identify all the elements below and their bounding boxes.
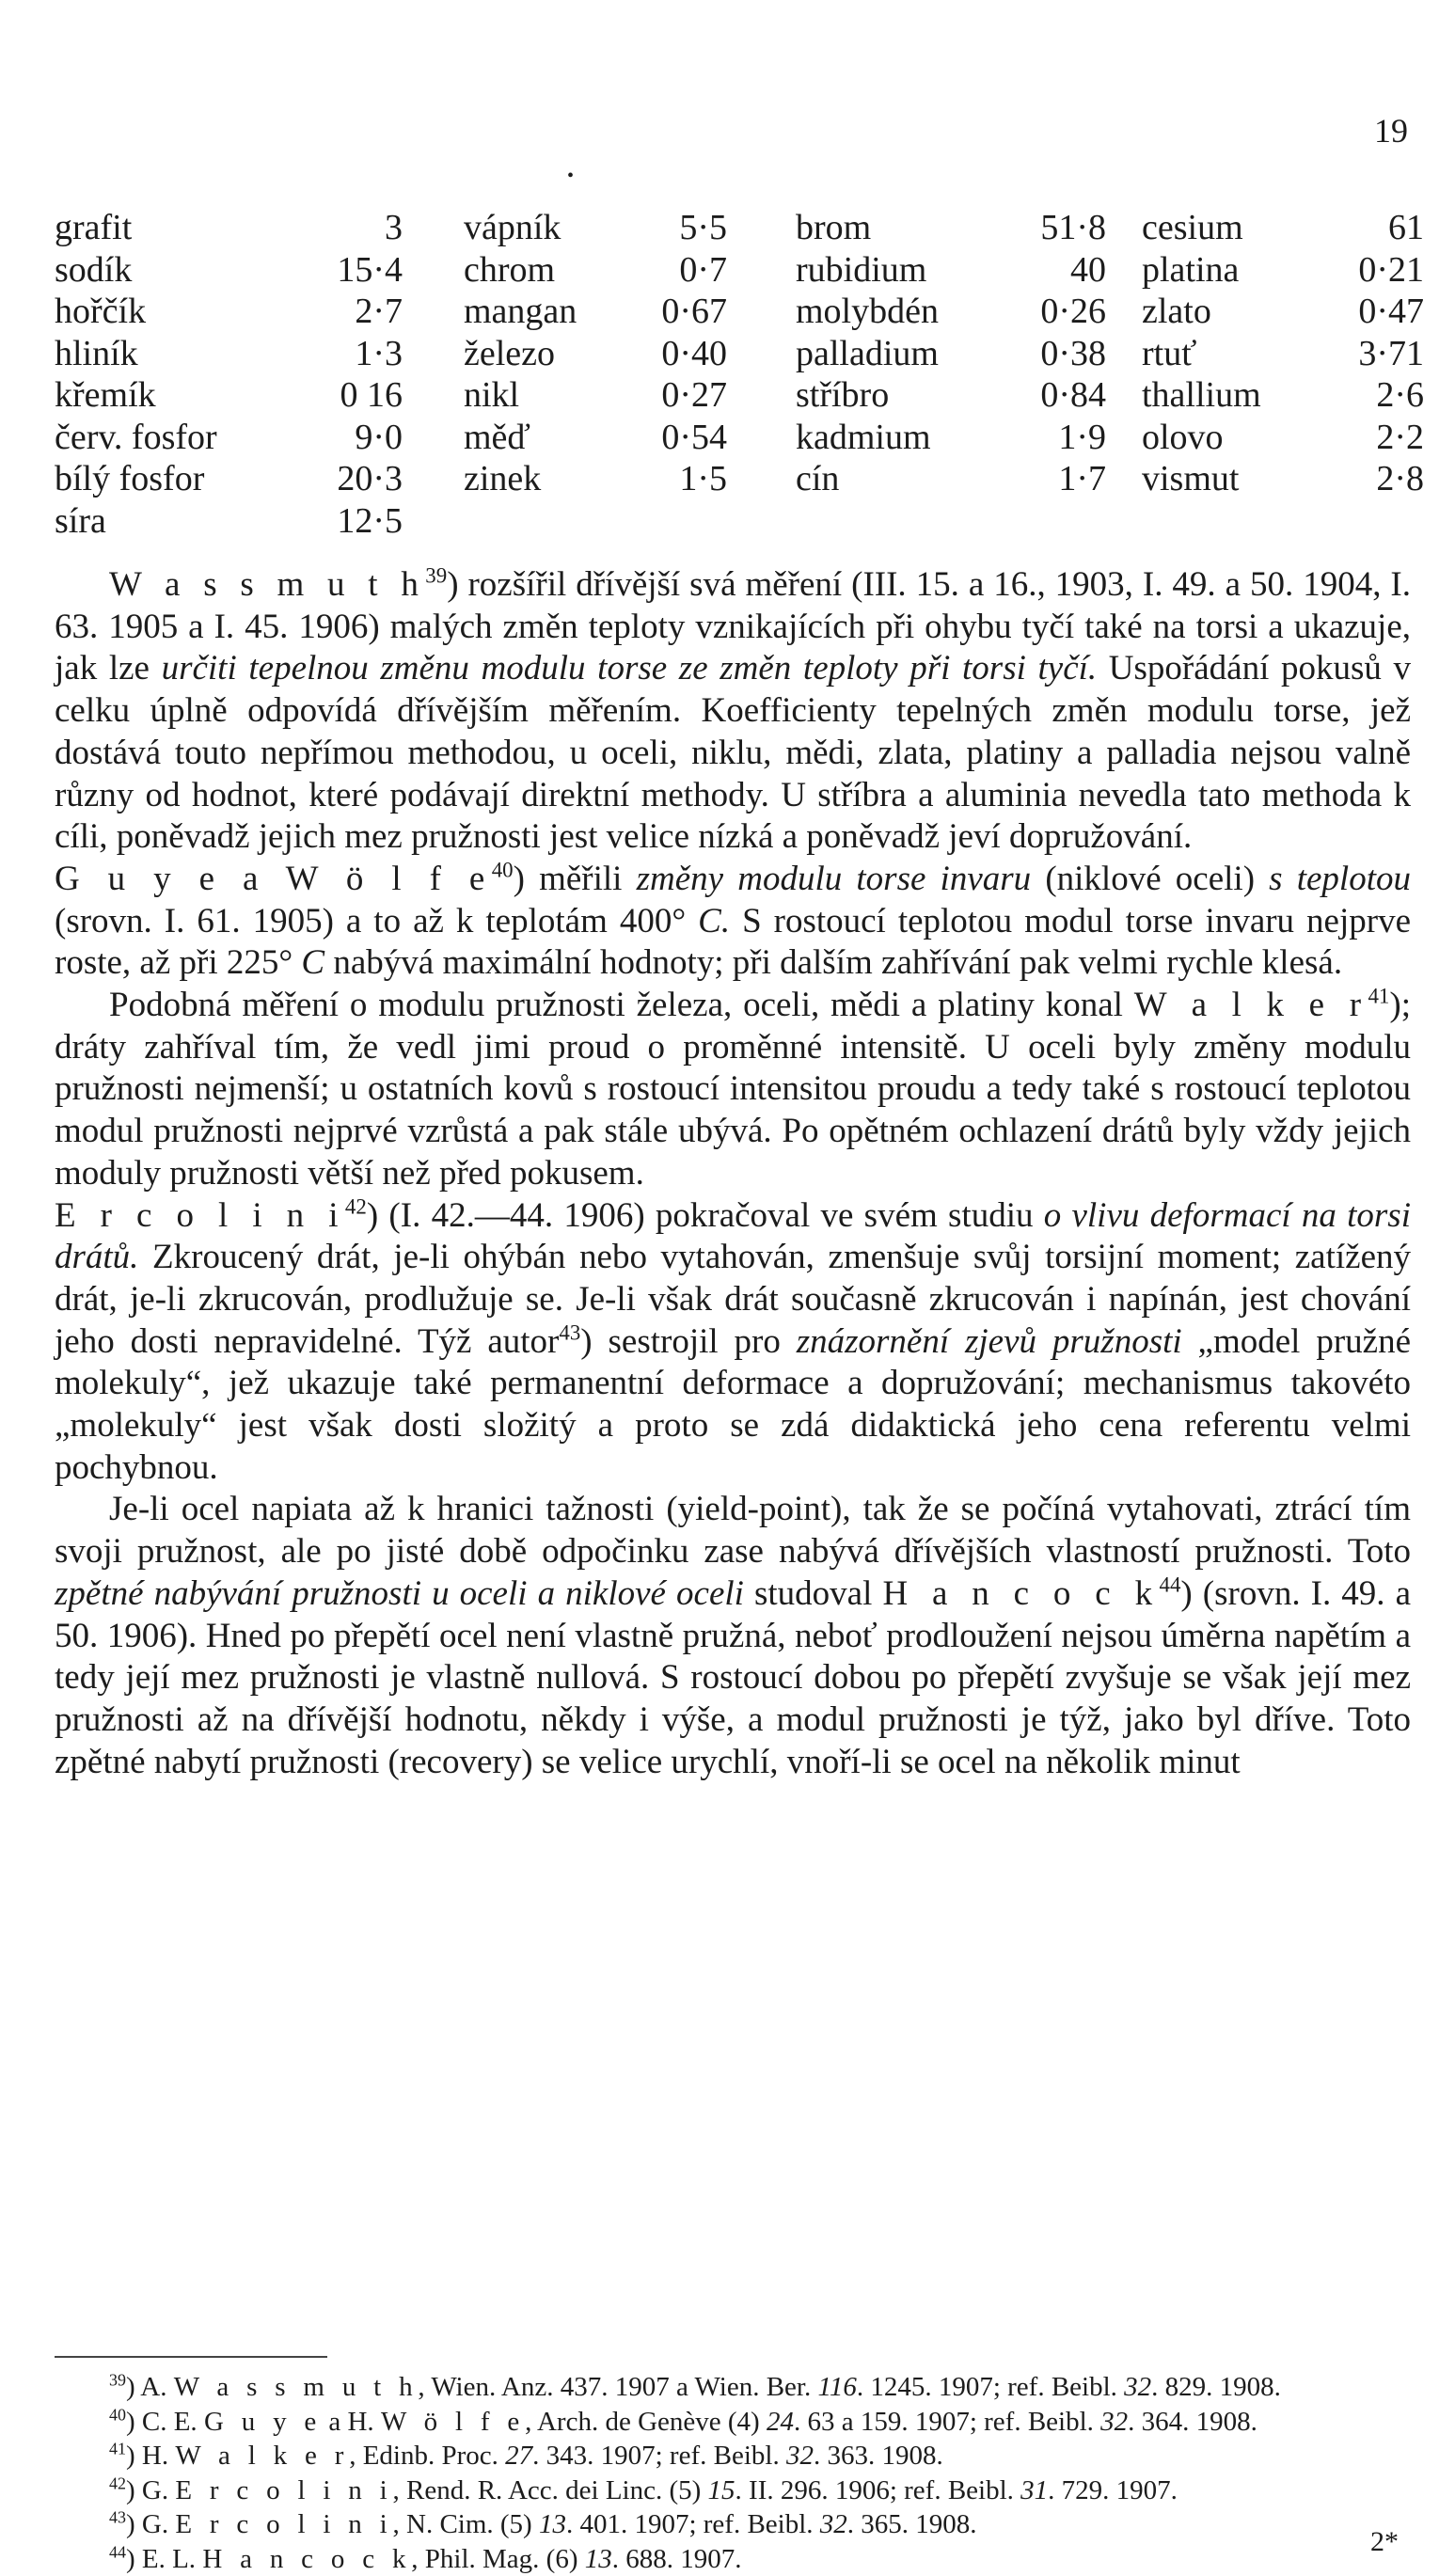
table-row (55, 291, 403, 333)
footnote (55, 2473, 1411, 2508)
footnote (55, 2542, 1411, 2576)
paragraph (55, 985, 1411, 1195)
element-name: síra (55, 500, 266, 543)
coefficient-value: 2·6 (1316, 374, 1424, 417)
table-row (55, 417, 403, 459)
footnote-ref: 43 (109, 2507, 126, 2526)
table-row (796, 333, 1106, 375)
signature-mark: 2* (1370, 2526, 1399, 2558)
table-row (55, 333, 403, 375)
text-run: ) měřili (514, 860, 637, 898)
element-name: palladium (796, 333, 998, 375)
emphasis-text: C. (698, 902, 730, 940)
table-row (55, 500, 403, 543)
text-run: , Wien. Anz. 437. 1907 a Wien. Ber. (418, 2372, 817, 2402)
text-run: „model pružné molekuly“, jež ukazuje také permanentní deformace a dopružování; mechanismus takovéto „molekuly“ jest však dosti složitý a proto se zdá didaktická jeho cena referentu velmi pochybnou. (55, 1322, 1411, 1487)
element-name: chrom (464, 249, 638, 292)
coefficient-value: 1·5 (638, 458, 727, 500)
body-text (55, 564, 1411, 1783)
emphasis-text: určiti tepelnou změnu modulu torse ze změn teploty při torsi tyčí. (162, 649, 1098, 687)
emphasis-text: s teplotou (1269, 860, 1411, 898)
text-run: . 63 a 159. 1907; ref. Beibl. (794, 2407, 1100, 2437)
author-name: E r c o l i n i (175, 2475, 392, 2505)
text-run: ); dráty zahříval tím, že vedl jimi proud o proměnné intensitě. U oceli byly změny modulu pružnosti nejmenší; u ostatních kovů s rostoucí intensitou proudu a tedy také s rostoucí teplotou modul pružnosti nejprvé vzrůstá a pak stále ubývá. Po opětném ochlazení drátů byly vždy jejich moduly pružnosti větší než před pokusem. (55, 986, 1411, 1193)
paragraph (55, 1489, 1411, 1783)
table-row (464, 374, 727, 417)
table-row (796, 207, 1106, 249)
footnote-ref: 40 (492, 859, 514, 882)
coefficient-value: 2·7 (266, 291, 403, 333)
emphasis-text: změny modulu torse invaru (637, 860, 1032, 898)
element-name: sodík (55, 249, 266, 292)
element-name: rubidium (796, 249, 998, 292)
element-name: křemík (55, 374, 266, 417)
text-run: , Rend. R. Acc. dei Linc. (5) (393, 2475, 708, 2505)
text-run: ) E. L. (126, 2544, 202, 2574)
text-run: . 343. 1907; ref. Beibl. (532, 2441, 786, 2471)
coefficient-value: 51·8 (998, 207, 1106, 249)
table-row (55, 374, 403, 417)
author-name: E r c o l i n i (55, 1196, 345, 1235)
coefficient-value: 0·54 (638, 417, 727, 459)
element-name: molybdén (796, 291, 998, 333)
footnote-ref: 41 (1368, 985, 1389, 1008)
table-row (796, 458, 1106, 500)
emphasis-text: 32 (1100, 2407, 1128, 2437)
element-name: kadmium (796, 417, 998, 459)
text-run: ) (I. 42.—44. 1906) pokračoval ve svém studiu (367, 1196, 1044, 1235)
table-row (464, 333, 727, 375)
text-run: . II. 296. 1906; ref. Beibl. (735, 2475, 1021, 2505)
coefficient-value: 5·5 (638, 207, 727, 249)
element-name: červ. fosfor (55, 417, 266, 459)
text-run: . 1245. 1907; ref. Beibl. (857, 2372, 1124, 2402)
text-run: a H. (322, 2407, 381, 2437)
table-row (1142, 333, 1424, 375)
text-run: , Phil. Mag. (6) (411, 2544, 584, 2574)
emphasis-text: 31 (1020, 2475, 1048, 2505)
author-name: E r c o l i n i (175, 2509, 392, 2539)
paragraph (55, 1195, 1411, 1490)
text-run: Zkroucený drát, je-li ohýbán nebo vytahován, zmenšuje svůj torsijní moment; zatížený drát, je-li zkrucován, prodlužuje se. Je-li však drát současně zkrucován i napínán, jest chování jeho dosti nepravidelné. Týž autor (55, 1238, 1411, 1360)
author-name: H a n c o c k (882, 1574, 1159, 1613)
footnote (55, 2370, 1411, 2405)
text-run: (srovn. I. 61. 1905) a to až k teplotám 400° (55, 902, 698, 940)
emphasis-text: znázornění zjevů pružnosti (797, 1322, 1182, 1361)
table-row (796, 291, 1106, 333)
element-name: cín (796, 458, 998, 500)
coefficient-value: 0 16 (266, 374, 403, 417)
element-name: zinek (464, 458, 638, 500)
text-run: . 829. 1908. (1151, 2372, 1281, 2402)
element-name: vápník (464, 207, 638, 249)
coefficient-value: 1·3 (266, 333, 403, 375)
footnote-ref: 43 (559, 1320, 580, 1344)
element-name: zlato (1142, 291, 1316, 333)
text-run: studoval (744, 1574, 883, 1613)
coefficient-value: 0·47 (1316, 291, 1424, 333)
coefficient-value: 0·67 (638, 291, 727, 333)
table-row (55, 458, 403, 500)
text-run: ) (srovn. I. 49. a 50. 1906). Hned po přepětí ocel není vlastně pružná, neboť prodloužení nejsou úměrna napětím a tedy její mez pružnosti je vlastně nullová. S rostoucí dobou po přepětí zvyšuje se však její mez pružnosti až na dřívější hodnotu, někdy i výše, a modul pružnosti je týž, jako byl dříve. Toto zpětné nabytí pružnosti (recovery) se velice urychlí, vnoří-li se ocel na několik minut (55, 1574, 1411, 1781)
table-row (1142, 458, 1424, 500)
element-name: hliník (55, 333, 266, 375)
text-run: Uspořádání pokusů v celku úplně odpovídá dřívějším měřením. Koefficienty tepelných změn modulu torse, jež dostává touto nepřímou methodou, u oceli, niklu, mědi, zlata, platiny a palladia nejsou valně různy od hodnot, které podávají direktní methody. U stříbra a aluminia nevedla tato methoda k cíli, poněvadž jejich mez pružnosti jest velice nízká a poněvadž jeví dopružování. (55, 649, 1411, 856)
element-name: bílý fosfor (55, 458, 266, 500)
printer-mark: • (567, 166, 574, 187)
emphasis-text: o vlivu deformací na torsi drátů. (55, 1196, 1411, 1277)
author-name: W a s s m u t h (174, 2372, 419, 2402)
author-name: W a l k e r (175, 2441, 349, 2471)
coefficient-value: 0·26 (998, 291, 1106, 333)
coefficient-value: 0·7 (638, 249, 727, 292)
table-row (55, 207, 403, 249)
coefficient-value: 1·9 (998, 417, 1106, 459)
table-column-2 (464, 207, 727, 500)
table-row (1142, 291, 1424, 333)
text-run: . 688. 1907. (612, 2544, 742, 2574)
footnotes (55, 2370, 1411, 2576)
text-run: Podobná měření o modulu pružnosti železa, oceli, mědi a platiny konal (109, 986, 1134, 1024)
coefficient-value: 0·40 (638, 333, 727, 375)
text-run: Je-li ocel napiata až k hranici tažnosti (yield-point), tak že se počíná vytahovati, ztrácí tím svoji pružnost, ale po jisté době odpočinku zase nabývá dřívějších vlastností pružnosti. Toto (55, 1490, 1411, 1571)
footnote (55, 2405, 1411, 2440)
author-name: G u y e (204, 2407, 322, 2437)
text-run: S rostoucí teplotou modul torse invaru nejprve roste, až při 225° (55, 902, 1411, 983)
text-run: . 363. 1908. (814, 2441, 943, 2471)
coefficient-value: 2·2 (1316, 417, 1424, 459)
paragraph (55, 859, 1411, 985)
element-name: grafit (55, 207, 266, 249)
text-run: ) H. (126, 2441, 175, 2471)
table-column-3 (796, 207, 1106, 500)
footnote-ref: 39 (109, 2370, 126, 2389)
text-run: . 729. 1907. (1048, 2475, 1178, 2505)
emphasis-text: 116 (817, 2372, 856, 2402)
footnote-divider (55, 2356, 327, 2358)
table-column-4 (1142, 207, 1424, 500)
footnote-ref: 39 (425, 564, 447, 588)
element-name: platina (1142, 249, 1316, 292)
element-name: měď (464, 417, 638, 459)
table-row (1142, 207, 1424, 249)
paragraph (55, 564, 1411, 859)
text-run: ) A. (126, 2372, 174, 2402)
emphasis-text: C (301, 943, 324, 982)
coefficient-value: 0·84 (998, 374, 1106, 417)
coefficient-value: 0·21 (1316, 249, 1424, 292)
coefficient-value: 12·5 (266, 500, 403, 543)
author-name: W a s s m u t h (109, 565, 425, 604)
footnote-ref: 42 (345, 1194, 367, 1218)
table-column-1 (55, 207, 403, 542)
element-name: cesium (1142, 207, 1316, 249)
table-row (1142, 417, 1424, 459)
text-run: ) rozšířil dřívější svá měření (III. 15. a 16., 1903, I. 49. a 50. 1904, I. 63. 1905 a I. 45. 1906) malých změn teploty vznikajících při ohybu tyčí také na torsi a ukazuje, jak lze (55, 565, 1411, 687)
emphasis-text: 27 (505, 2441, 532, 2471)
table-row (796, 417, 1106, 459)
element-name: mangan (464, 291, 638, 333)
text-run: , Arch. de Genève (4) (525, 2407, 767, 2437)
table-row (464, 291, 727, 333)
footnote-ref: 40 (109, 2405, 126, 2424)
table-row (55, 249, 403, 292)
coefficient-value: 61 (1316, 207, 1424, 249)
element-name: rtuť (1142, 333, 1316, 375)
footnote (55, 2507, 1411, 2542)
emphasis-text: 32 (786, 2441, 814, 2471)
table-row (796, 374, 1106, 417)
text-run: nabývá maximální hodnoty; při dalším zahřívání pak velmi rychle klesá. (324, 943, 1342, 982)
element-name: železo (464, 333, 638, 375)
emphasis-text: 32 (1124, 2372, 1151, 2402)
table-row (464, 417, 727, 459)
table-row (1142, 374, 1424, 417)
table-row (464, 249, 727, 292)
footnote-ref: 44 (109, 2542, 126, 2561)
emphasis-text: 24 (767, 2407, 794, 2437)
coefficient-value: 9·0 (266, 417, 403, 459)
text-run: ) G. (126, 2509, 175, 2539)
element-name: brom (796, 207, 998, 249)
text-run: . 401. 1907; ref. Beibl. (566, 2509, 820, 2539)
author-name: W ö l f e (381, 2407, 525, 2437)
footnote (55, 2439, 1411, 2473)
text-run: , Edinb. Proc. (349, 2441, 505, 2471)
coefficient-value: 1·7 (998, 458, 1106, 500)
text-run: ) C. E. (126, 2407, 204, 2437)
text-run: ) sestrojil pro (580, 1322, 796, 1361)
coefficient-value: 0·38 (998, 333, 1106, 375)
coefficient-value: 3·71 (1316, 333, 1424, 375)
text-run: . 365. 1908. (847, 2509, 977, 2539)
element-name: stříbro (796, 374, 998, 417)
table-row (796, 249, 1106, 292)
element-name: olovo (1142, 417, 1316, 459)
emphasis-text: zpětné nabývání pružnosti u oceli a niklové oceli (55, 1574, 744, 1613)
text-run: . 364. 1908. (1128, 2407, 1257, 2437)
element-name: nikl (464, 374, 638, 417)
coefficient-value: 20·3 (266, 458, 403, 500)
coefficient-value: 3 (266, 207, 403, 249)
table-row (1142, 249, 1424, 292)
element-name: thallium (1142, 374, 1316, 417)
table-row (464, 458, 727, 500)
text-run: ) G. (126, 2475, 175, 2505)
coefficient-value: 0·27 (638, 374, 727, 417)
author-name: G u y e a W ö l f e (55, 860, 492, 898)
coefficient-value: 2·8 (1316, 458, 1424, 500)
footnote-ref: 42 (109, 2473, 126, 2492)
text-run: (niklové oceli) (1031, 860, 1269, 898)
page-number: 19 (1374, 111, 1408, 150)
element-name: hořčík (55, 291, 266, 333)
emphasis-text: 15 (708, 2475, 735, 2505)
text-run: , N. Cim. (5) (393, 2509, 539, 2539)
coefficient-value: 15·4 (266, 249, 403, 292)
coefficient-value: 40 (998, 249, 1106, 292)
author-name: W a l k e r (1134, 986, 1368, 1024)
table-row (464, 207, 727, 249)
footnote-ref: 41 (109, 2439, 126, 2457)
emphasis-text: 32 (820, 2509, 847, 2539)
author-name: H a n c o c k (202, 2544, 411, 2574)
element-name: vismut (1142, 458, 1316, 500)
emphasis-text: 13 (539, 2509, 566, 2539)
footnote-ref: 44 (1159, 1573, 1180, 1597)
emphasis-text: 13 (585, 2544, 612, 2574)
